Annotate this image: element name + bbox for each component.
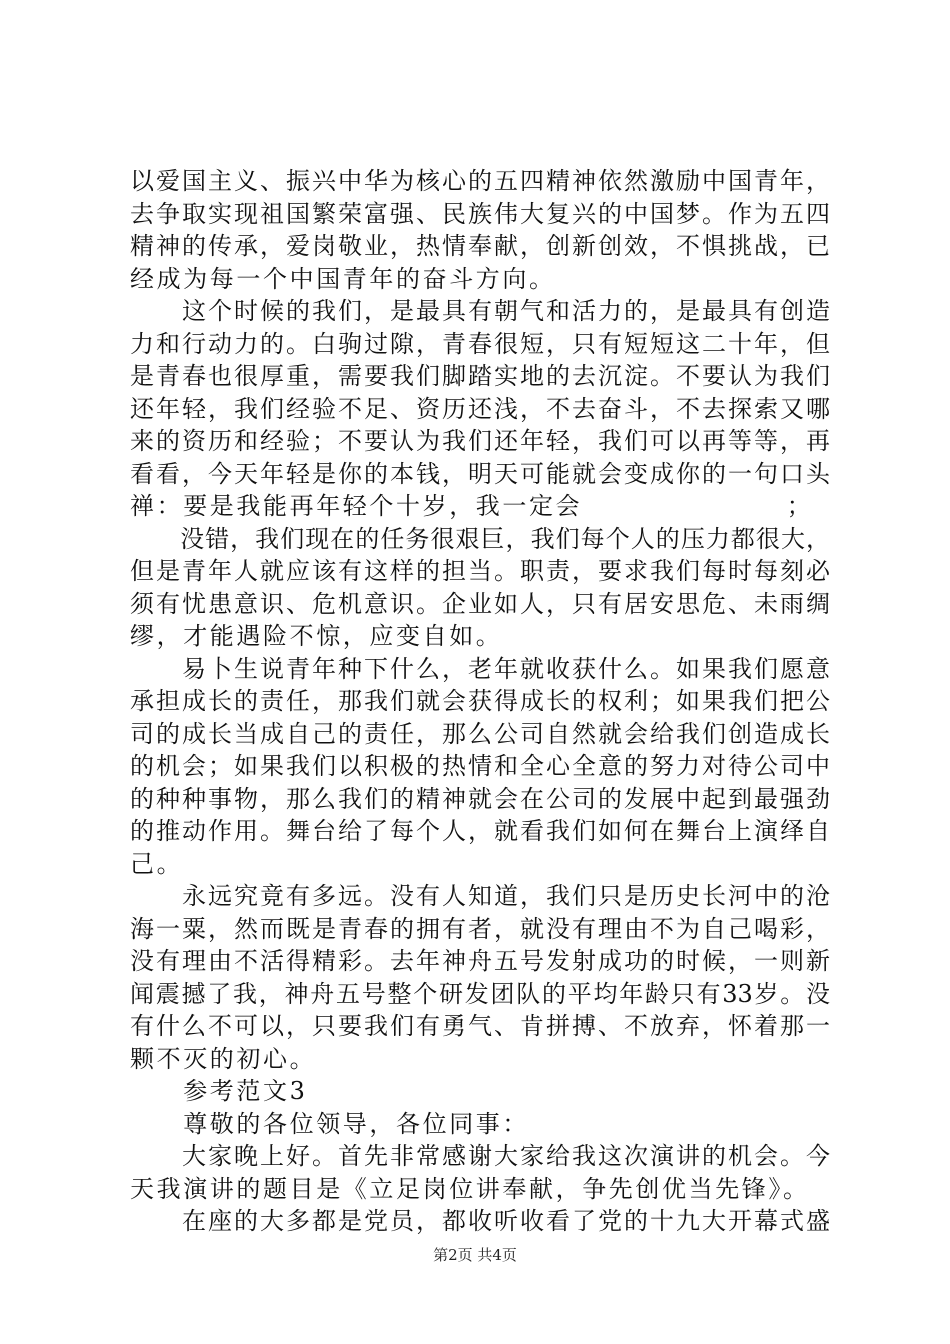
text-line: 海一粟，然而既是青春的拥有者，就没有理由不为自己喝彩， (130, 914, 830, 943)
text-line: 的机会；如果我们以积极的热情和全心全意的努力对待公司中 (130, 752, 830, 780)
text-line: 己。 (130, 849, 184, 878)
text-line: 以爱国主义、振兴中华为核心的五四精神依然激励中国青年， (130, 167, 830, 195)
text-line: 天我演讲的题目是《立足岗位讲奉献，争先创优当先锋》。 (130, 1174, 810, 1203)
text-line: 易卜生说青年种下什么，老年就收获什么。如果我们愿意 (130, 654, 830, 683)
text-line: 看看，今天年轻是你的本钱，明天可能就会变成你的一句口头 (130, 459, 830, 488)
text-line: 大家晚上好。首先非常感谢大家给我这次演讲的机会。今 (130, 1142, 830, 1170)
text-line: 承担成长的责任，那我们就会获得成长的权利；如果我们把公 (130, 687, 830, 715)
salutation: 尊敬的各位领导，各位同事： (130, 1109, 529, 1138)
text-line: 但是青年人就应该有这样的担当。职责，要求我们每时每刻必 (130, 557, 830, 585)
section-heading: 参考范文3 (130, 1077, 308, 1105)
text-line: 力和行动力的。白驹过隙，青春很短，只有短短这二十年，但 (130, 329, 830, 358)
text-line: 禅：要是我能再年轻个十岁，我一定会 ； (130, 492, 814, 520)
text-line: 司的成长当成自己的责任，那么公司自然就会给我们创造成长 (130, 719, 830, 748)
text-line: 没有理由不活得精彩。去年神舟五号发射成功的时候，一则新 (130, 947, 830, 975)
text-line: 来的资历和经验；不要认为我们还年轻，我们可以再等等，再 (130, 427, 830, 455)
text-line: 在座的大多都是党员，都收听收看了党的十九大开幕式盛 (130, 1207, 830, 1235)
text-line: 去争取实现祖国繁荣富强、民族伟大复兴的中国梦。作为五四 (130, 199, 830, 228)
text-line: 没错，我们现在的任务很艰巨，我们每个人的压力都很大， (130, 524, 830, 553)
text-line: 颗不灭的初心。 (130, 1044, 317, 1073)
text-line: 还年轻，我们经验不足、资历还浅，不去奋斗，不去探索又哪 (130, 394, 830, 423)
text-line: 这个时候的我们，是最具有朝气和活力的，是最具有创造 (130, 297, 830, 325)
text-line: 永远究竟有多远。没有人知道，我们只是历史长河中的沧 (130, 882, 830, 910)
text-line: 须有忧患意识、危机意识。企业如人，只有居安思危、未雨绸 (130, 589, 830, 618)
text-line: 闻震撼了我，神舟五号整个研发团队的平均年龄只有33岁。没 (130, 979, 830, 1008)
text-line: 精神的传承，爱岗敬业，热情奉献，创新创效，不惧挑战，已 (130, 232, 830, 260)
text-line: 经成为每一个中国青年的奋斗方向。 (130, 264, 556, 293)
text-line: 有什么不可以，只要我们有勇气、肯拼搏、不放弃，怀着那一 (130, 1012, 830, 1040)
text-line: 是青春也很厚重，需要我们脚踏实地的去沉淀。不要认为我们 (130, 362, 830, 390)
page-number-footer: 第2页 共4页 (433, 1246, 517, 1264)
text-line: 缪，才能遇险不惊，应变自如。 (130, 622, 503, 650)
text-line: 的推动作用。舞台给了每个人，就看我们如何在舞台上演绎自 (130, 817, 830, 845)
text-line: 的种种事物，那么我们的精神就会在公司的发展中起到最强劲 (130, 784, 830, 813)
document-body (130, 165, 830, 1238)
